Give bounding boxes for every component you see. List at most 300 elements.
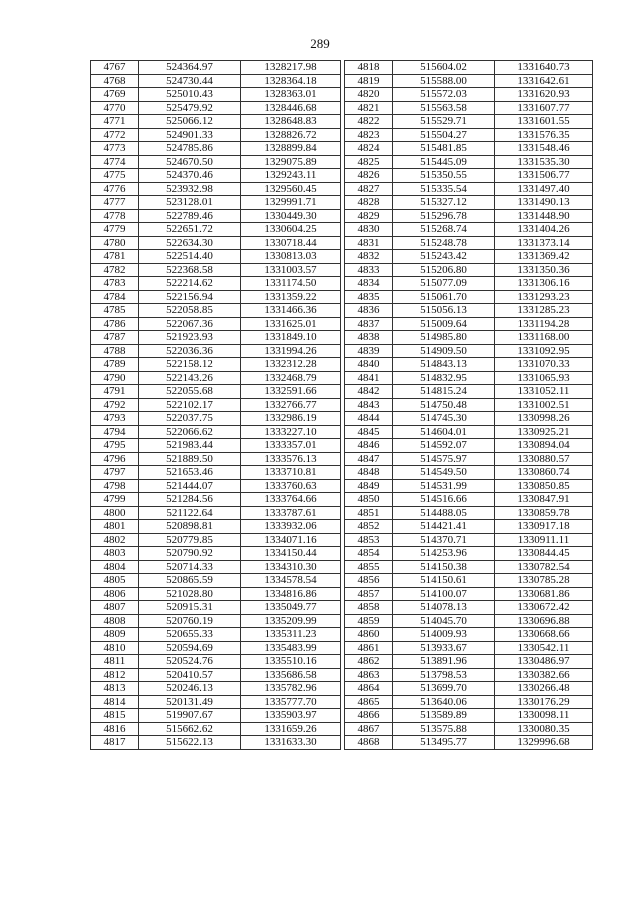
point-number-cell: 4770 <box>91 101 139 115</box>
x-coordinate-cell: 514150.61 <box>393 574 495 588</box>
point-number-cell: 4784 <box>91 290 139 304</box>
x-coordinate-cell: 522214.62 <box>139 277 241 291</box>
y-coordinate-cell: 1329243.11 <box>241 169 341 183</box>
table-row <box>91 452 341 466</box>
y-coordinate-cell: 1330785.28 <box>495 574 593 588</box>
x-coordinate-cell: 514745.30 <box>393 412 495 426</box>
x-coordinate-cell: 519907.67 <box>139 709 241 723</box>
table-row <box>345 182 593 196</box>
y-coordinate-cell: 1331285.23 <box>495 304 593 318</box>
y-coordinate-cell: 1332468.79 <box>241 371 341 385</box>
x-coordinate-cell: 515622.13 <box>139 736 241 750</box>
y-coordinate-cell: 1335483.99 <box>241 641 341 655</box>
y-coordinate-cell: 1334150.44 <box>241 547 341 561</box>
table-row <box>345 277 593 291</box>
y-coordinate-cell: 1331633.30 <box>241 736 341 750</box>
table-row <box>345 614 593 628</box>
table-row <box>345 236 593 250</box>
y-coordinate-cell: 1330847.91 <box>495 493 593 507</box>
point-number-cell: 4807 <box>91 601 139 615</box>
y-coordinate-cell: 1330668.66 <box>495 628 593 642</box>
point-number-cell: 4777 <box>91 196 139 210</box>
y-coordinate-cell: 1330542.11 <box>495 641 593 655</box>
x-coordinate-cell: 514253.96 <box>393 547 495 561</box>
point-number-cell: 4773 <box>91 142 139 156</box>
x-coordinate-cell: 515350.55 <box>393 169 495 183</box>
x-coordinate-cell: 515445.09 <box>393 155 495 169</box>
y-coordinate-cell: 1331168.00 <box>495 331 593 345</box>
y-coordinate-cell: 1331576.35 <box>495 128 593 142</box>
y-coordinate-cell: 1331373.14 <box>495 236 593 250</box>
x-coordinate-cell: 524785.86 <box>139 142 241 156</box>
point-number-cell: 4823 <box>345 128 393 142</box>
x-coordinate-cell: 522058.85 <box>139 304 241 318</box>
x-coordinate-cell: 520246.13 <box>139 682 241 696</box>
point-number-cell: 4806 <box>91 587 139 601</box>
point-number-cell: 4835 <box>345 290 393 304</box>
point-number-cell: 4785 <box>91 304 139 318</box>
y-coordinate-cell: 1331607.77 <box>495 101 593 115</box>
x-coordinate-cell: 522055.68 <box>139 385 241 399</box>
point-number-cell: 4849 <box>345 479 393 493</box>
x-coordinate-cell: 520131.49 <box>139 695 241 709</box>
coordinates-table-right <box>344 60 593 750</box>
y-coordinate-cell: 1330850.85 <box>495 479 593 493</box>
table-row <box>91 398 341 412</box>
y-coordinate-cell: 1330917.18 <box>495 520 593 534</box>
y-coordinate-cell: 1329560.45 <box>241 182 341 196</box>
table-row <box>345 655 593 669</box>
point-number-cell: 4852 <box>345 520 393 534</box>
point-number-cell: 4834 <box>345 277 393 291</box>
y-coordinate-cell: 1333760.63 <box>241 479 341 493</box>
point-number-cell: 4814 <box>91 695 139 709</box>
table-row <box>91 88 341 102</box>
y-coordinate-cell: 1331506.77 <box>495 169 593 183</box>
point-number-cell: 4788 <box>91 344 139 358</box>
y-coordinate-cell: 1331293.23 <box>495 290 593 304</box>
point-number-cell: 4842 <box>345 385 393 399</box>
x-coordinate-cell: 514843.13 <box>393 358 495 372</box>
y-coordinate-cell: 1331625.01 <box>241 317 341 331</box>
x-coordinate-cell: 522156.94 <box>139 290 241 304</box>
x-coordinate-cell: 522143.26 <box>139 371 241 385</box>
x-coordinate-cell: 514078.13 <box>393 601 495 615</box>
table-row <box>345 641 593 655</box>
table-row <box>345 709 593 723</box>
point-number-cell: 4838 <box>345 331 393 345</box>
x-coordinate-cell: 514985.80 <box>393 331 495 345</box>
y-coordinate-cell: 1329075.89 <box>241 155 341 169</box>
x-coordinate-cell: 515572.03 <box>393 88 495 102</box>
point-number-cell: 4813 <box>91 682 139 696</box>
point-number-cell: 4865 <box>345 695 393 709</box>
point-number-cell: 4811 <box>91 655 139 669</box>
table-row <box>345 668 593 682</box>
table-row <box>345 587 593 601</box>
y-coordinate-cell: 1330860.74 <box>495 466 593 480</box>
y-coordinate-cell: 1335777.70 <box>241 695 341 709</box>
x-coordinate-cell: 521444.07 <box>139 479 241 493</box>
x-coordinate-cell: 515588.00 <box>393 74 495 88</box>
x-coordinate-cell: 514421.41 <box>393 520 495 534</box>
coordinates-table-left <box>90 60 341 750</box>
point-number-cell: 4841 <box>345 371 393 385</box>
table-row <box>91 250 341 264</box>
point-number-cell: 4772 <box>91 128 139 142</box>
x-coordinate-cell: 515077.09 <box>393 277 495 291</box>
y-coordinate-cell: 1330696.88 <box>495 614 593 628</box>
point-number-cell: 4820 <box>345 88 393 102</box>
x-coordinate-cell: 514370.71 <box>393 533 495 547</box>
table-row <box>345 398 593 412</box>
table-row <box>345 155 593 169</box>
y-coordinate-cell: 1330382.66 <box>495 668 593 682</box>
point-number-cell: 4829 <box>345 209 393 223</box>
y-coordinate-cell: 1331369.42 <box>495 250 593 264</box>
point-number-cell: 4817 <box>91 736 139 750</box>
point-number-cell: 4815 <box>91 709 139 723</box>
x-coordinate-cell: 520410.57 <box>139 668 241 682</box>
x-coordinate-cell: 520760.19 <box>139 614 241 628</box>
x-coordinate-cell: 514604.01 <box>393 425 495 439</box>
y-coordinate-cell: 1334578.54 <box>241 574 341 588</box>
y-coordinate-cell: 1331306.16 <box>495 277 593 291</box>
point-number-cell: 4801 <box>91 520 139 534</box>
table-row <box>91 641 341 655</box>
y-coordinate-cell: 1335311.23 <box>241 628 341 642</box>
x-coordinate-cell: 515061.70 <box>393 290 495 304</box>
point-number-cell: 4821 <box>345 101 393 115</box>
table-row <box>345 61 593 75</box>
y-coordinate-cell: 1331466.36 <box>241 304 341 318</box>
x-coordinate-cell: 513933.67 <box>393 641 495 655</box>
x-coordinate-cell: 515248.78 <box>393 236 495 250</box>
table-row <box>345 466 593 480</box>
y-coordinate-cell: 1333764.66 <box>241 493 341 507</box>
y-coordinate-cell: 1330266.48 <box>495 682 593 696</box>
point-number-cell: 4848 <box>345 466 393 480</box>
point-number-cell: 4837 <box>345 317 393 331</box>
x-coordinate-cell: 513640.06 <box>393 695 495 709</box>
x-coordinate-cell: 525479.92 <box>139 101 241 115</box>
y-coordinate-cell: 1335686.58 <box>241 668 341 682</box>
y-coordinate-cell: 1331659.26 <box>241 722 341 736</box>
y-coordinate-cell: 1330880.57 <box>495 452 593 466</box>
table-row <box>91 182 341 196</box>
point-number-cell: 4800 <box>91 506 139 520</box>
y-coordinate-cell: 1330859.78 <box>495 506 593 520</box>
x-coordinate-cell: 524364.97 <box>139 61 241 75</box>
y-coordinate-cell: 1331404.26 <box>495 223 593 237</box>
table-row <box>91 547 341 561</box>
x-coordinate-cell: 515206.80 <box>393 263 495 277</box>
y-coordinate-cell: 1331548.46 <box>495 142 593 156</box>
table-row <box>345 371 593 385</box>
x-coordinate-cell: 514516.66 <box>393 493 495 507</box>
x-coordinate-cell: 521923.93 <box>139 331 241 345</box>
table-row <box>345 223 593 237</box>
y-coordinate-cell: 1331497.40 <box>495 182 593 196</box>
table-row <box>91 466 341 480</box>
point-number-cell: 4774 <box>91 155 139 169</box>
point-number-cell: 4844 <box>345 412 393 426</box>
y-coordinate-cell: 1331092.95 <box>495 344 593 358</box>
y-coordinate-cell: 1335209.99 <box>241 614 341 628</box>
x-coordinate-cell: 515056.13 <box>393 304 495 318</box>
table-row <box>91 128 341 142</box>
y-coordinate-cell: 1333357.01 <box>241 439 341 453</box>
x-coordinate-cell: 520790.92 <box>139 547 241 561</box>
y-coordinate-cell: 1331601.55 <box>495 115 593 129</box>
x-coordinate-cell: 520714.33 <box>139 560 241 574</box>
x-coordinate-cell: 522651.72 <box>139 223 241 237</box>
table-row <box>345 695 593 709</box>
table-row <box>91 344 341 358</box>
y-coordinate-cell: 1332986.19 <box>241 412 341 426</box>
x-coordinate-cell: 513798.53 <box>393 668 495 682</box>
table-row <box>345 142 593 156</box>
table-row <box>345 425 593 439</box>
point-number-cell: 4862 <box>345 655 393 669</box>
table-row <box>345 547 593 561</box>
x-coordinate-cell: 515504.27 <box>393 128 495 142</box>
y-coordinate-cell: 1335510.16 <box>241 655 341 669</box>
point-number-cell: 4778 <box>91 209 139 223</box>
x-coordinate-cell: 520915.31 <box>139 601 241 615</box>
y-coordinate-cell: 1331070.33 <box>495 358 593 372</box>
x-coordinate-cell: 525066.12 <box>139 115 241 129</box>
table-row <box>91 479 341 493</box>
y-coordinate-cell: 1333787.61 <box>241 506 341 520</box>
table-row <box>91 290 341 304</box>
table-row <box>91 223 341 237</box>
y-coordinate-cell: 1329996.68 <box>495 736 593 750</box>
y-coordinate-cell: 1330911.11 <box>495 533 593 547</box>
y-coordinate-cell: 1331194.28 <box>495 317 593 331</box>
point-number-cell: 4846 <box>345 439 393 453</box>
y-coordinate-cell: 1331620.93 <box>495 88 593 102</box>
point-number-cell: 4824 <box>345 142 393 156</box>
y-coordinate-cell: 1330080.35 <box>495 722 593 736</box>
table-row <box>345 263 593 277</box>
point-number-cell: 4819 <box>345 74 393 88</box>
point-number-cell: 4812 <box>91 668 139 682</box>
point-number-cell: 4776 <box>91 182 139 196</box>
point-number-cell: 4855 <box>345 560 393 574</box>
point-number-cell: 4822 <box>345 115 393 129</box>
y-coordinate-cell: 1328363.01 <box>241 88 341 102</box>
table-row <box>91 601 341 615</box>
y-coordinate-cell: 1331350.36 <box>495 263 593 277</box>
table-row <box>345 439 593 453</box>
y-coordinate-cell: 1330176.29 <box>495 695 593 709</box>
point-number-cell: 4828 <box>345 196 393 210</box>
table-row <box>91 236 341 250</box>
x-coordinate-cell: 513891.96 <box>393 655 495 669</box>
point-number-cell: 4854 <box>345 547 393 561</box>
table-row <box>91 425 341 439</box>
point-number-cell: 4825 <box>345 155 393 169</box>
table-row <box>345 290 593 304</box>
table-row <box>345 317 593 331</box>
x-coordinate-cell: 520524.76 <box>139 655 241 669</box>
point-number-cell: 4856 <box>345 574 393 588</box>
x-coordinate-cell: 514549.50 <box>393 466 495 480</box>
x-coordinate-cell: 514488.05 <box>393 506 495 520</box>
table-row <box>91 587 341 601</box>
x-coordinate-cell: 515662.62 <box>139 722 241 736</box>
x-coordinate-cell: 522158.12 <box>139 358 241 372</box>
table-row <box>345 479 593 493</box>
x-coordinate-cell: 514750.48 <box>393 398 495 412</box>
x-coordinate-cell: 515529.71 <box>393 115 495 129</box>
x-coordinate-cell: 514045.70 <box>393 614 495 628</box>
point-number-cell: 4783 <box>91 277 139 291</box>
table-row <box>91 304 341 318</box>
point-number-cell: 4845 <box>345 425 393 439</box>
table-row <box>345 196 593 210</box>
table-row <box>345 560 593 574</box>
table-row <box>91 668 341 682</box>
x-coordinate-cell: 514592.07 <box>393 439 495 453</box>
point-number-cell: 4775 <box>91 169 139 183</box>
x-coordinate-cell: 513589.89 <box>393 709 495 723</box>
point-number-cell: 4843 <box>345 398 393 412</box>
table-row <box>91 61 341 75</box>
y-coordinate-cell: 1333576.13 <box>241 452 341 466</box>
point-number-cell: 4780 <box>91 236 139 250</box>
point-number-cell: 4850 <box>345 493 393 507</box>
x-coordinate-cell: 523128.01 <box>139 196 241 210</box>
point-number-cell: 4836 <box>345 304 393 318</box>
y-coordinate-cell: 1330894.04 <box>495 439 593 453</box>
x-coordinate-cell: 515327.12 <box>393 196 495 210</box>
y-coordinate-cell: 1331642.61 <box>495 74 593 88</box>
table-row <box>345 506 593 520</box>
coordinates-table-right-body <box>345 61 593 750</box>
point-number-cell: 4858 <box>345 601 393 615</box>
y-coordinate-cell: 1330925.21 <box>495 425 593 439</box>
point-number-cell: 4861 <box>345 641 393 655</box>
point-number-cell: 4866 <box>345 709 393 723</box>
point-number-cell: 4808 <box>91 614 139 628</box>
table-row <box>91 493 341 507</box>
y-coordinate-cell: 1328826.72 <box>241 128 341 142</box>
y-coordinate-cell: 1331535.30 <box>495 155 593 169</box>
table-row <box>345 574 593 588</box>
x-coordinate-cell: 520779.85 <box>139 533 241 547</box>
point-number-cell: 4833 <box>345 263 393 277</box>
x-coordinate-cell: 522634.30 <box>139 236 241 250</box>
point-number-cell: 4782 <box>91 263 139 277</box>
y-coordinate-cell: 1335782.96 <box>241 682 341 696</box>
y-coordinate-cell: 1334816.86 <box>241 587 341 601</box>
x-coordinate-cell: 513699.70 <box>393 682 495 696</box>
table-row <box>91 155 341 169</box>
point-number-cell: 4830 <box>345 223 393 237</box>
point-number-cell: 4798 <box>91 479 139 493</box>
y-coordinate-cell: 1331448.90 <box>495 209 593 223</box>
point-number-cell: 4810 <box>91 641 139 655</box>
y-coordinate-cell: 1332591.66 <box>241 385 341 399</box>
y-coordinate-cell: 1328648.83 <box>241 115 341 129</box>
x-coordinate-cell: 522789.46 <box>139 209 241 223</box>
table-row <box>345 722 593 736</box>
x-coordinate-cell: 520865.59 <box>139 574 241 588</box>
x-coordinate-cell: 514100.07 <box>393 587 495 601</box>
x-coordinate-cell: 521284.56 <box>139 493 241 507</box>
x-coordinate-cell: 514150.38 <box>393 560 495 574</box>
x-coordinate-cell: 514575.97 <box>393 452 495 466</box>
point-number-cell: 4802 <box>91 533 139 547</box>
table-row <box>91 169 341 183</box>
point-number-cell: 4786 <box>91 317 139 331</box>
y-coordinate-cell: 1330813.03 <box>241 250 341 264</box>
table-row <box>345 628 593 642</box>
y-coordinate-cell: 1335903.97 <box>241 709 341 723</box>
x-coordinate-cell: 522368.58 <box>139 263 241 277</box>
point-number-cell: 4864 <box>345 682 393 696</box>
table-row <box>345 304 593 318</box>
table-row <box>345 533 593 547</box>
y-coordinate-cell: 1331003.57 <box>241 263 341 277</box>
table-row <box>345 493 593 507</box>
point-number-cell: 4867 <box>345 722 393 736</box>
point-number-cell: 4832 <box>345 250 393 264</box>
y-coordinate-cell: 1335049.77 <box>241 601 341 615</box>
x-coordinate-cell: 522067.36 <box>139 317 241 331</box>
table-row <box>345 115 593 129</box>
table-row <box>91 722 341 736</box>
y-coordinate-cell: 1333932.06 <box>241 520 341 534</box>
y-coordinate-cell: 1331490.13 <box>495 196 593 210</box>
x-coordinate-cell: 522102.17 <box>139 398 241 412</box>
point-number-cell: 4789 <box>91 358 139 372</box>
point-number-cell: 4796 <box>91 452 139 466</box>
table-row <box>345 344 593 358</box>
y-coordinate-cell: 1330681.86 <box>495 587 593 601</box>
table-row <box>345 452 593 466</box>
x-coordinate-cell: 514832.95 <box>393 371 495 385</box>
point-number-cell: 4781 <box>91 250 139 264</box>
x-coordinate-cell: 523932.98 <box>139 182 241 196</box>
x-coordinate-cell: 520655.33 <box>139 628 241 642</box>
table-row <box>345 101 593 115</box>
point-number-cell: 4769 <box>91 88 139 102</box>
y-coordinate-cell: 1328217.98 <box>241 61 341 75</box>
x-coordinate-cell: 514909.50 <box>393 344 495 358</box>
x-coordinate-cell: 525010.43 <box>139 88 241 102</box>
point-number-cell: 4791 <box>91 385 139 399</box>
x-coordinate-cell: 524370.46 <box>139 169 241 183</box>
y-coordinate-cell: 1331994.26 <box>241 344 341 358</box>
table-row <box>91 209 341 223</box>
y-coordinate-cell: 1330098.11 <box>495 709 593 723</box>
y-coordinate-cell: 1328899.84 <box>241 142 341 156</box>
y-coordinate-cell: 1330449.30 <box>241 209 341 223</box>
x-coordinate-cell: 515604.02 <box>393 61 495 75</box>
point-number-cell: 4818 <box>345 61 393 75</box>
table-row <box>91 614 341 628</box>
x-coordinate-cell: 522066.62 <box>139 425 241 439</box>
x-coordinate-cell: 521983.44 <box>139 439 241 453</box>
y-coordinate-cell: 1332312.28 <box>241 358 341 372</box>
y-coordinate-cell: 1331002.51 <box>495 398 593 412</box>
point-number-cell: 4797 <box>91 466 139 480</box>
y-coordinate-cell: 1331359.22 <box>241 290 341 304</box>
table-row <box>91 695 341 709</box>
